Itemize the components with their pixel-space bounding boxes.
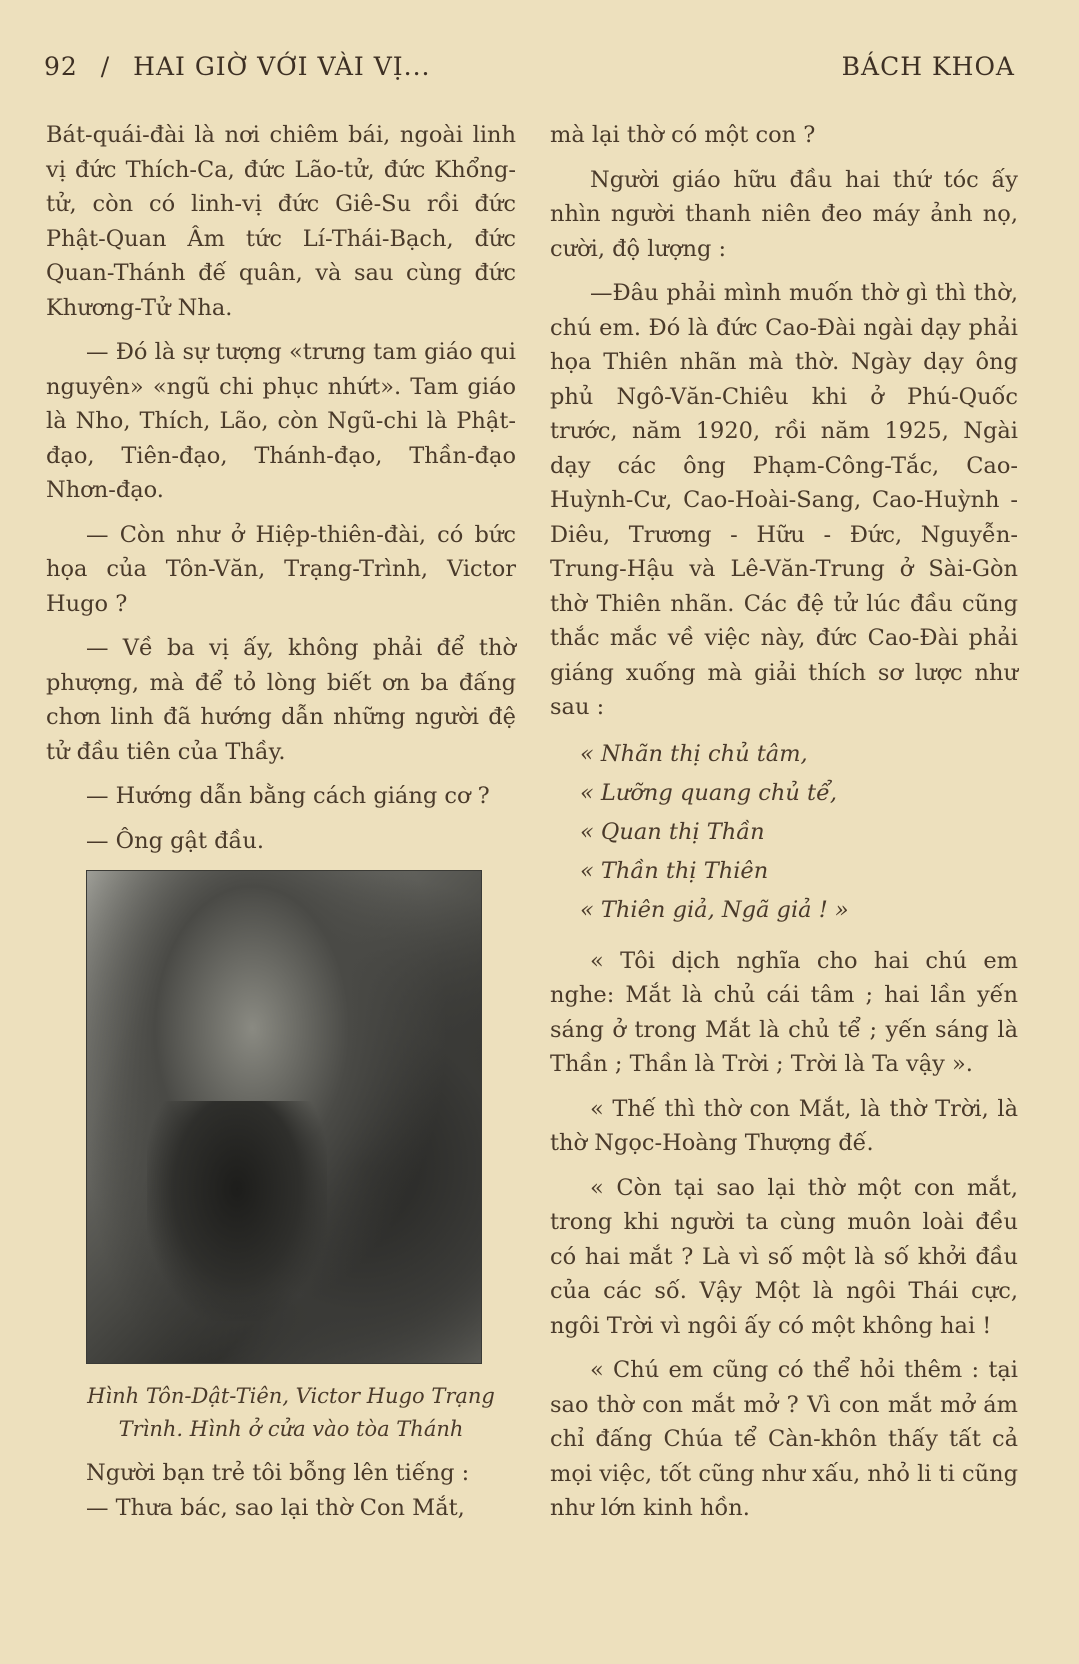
paragraph: « Tôi dịch nghĩa cho hai chú em nghe: Mắt là chủ cái tâm ; hai lần yến sáng ở trong Mắt là chủ tể ; yến sáng là Thần ; Thần là Trời ; Trời là Ta vậy ». [550,947,1018,1077]
photo-portraits [86,870,482,1364]
paragraph: — Còn như ở Hiệp-thiên-đài, có bức họa của Tôn-Văn, Trạng-Trình, Victor Hugo ? [46,521,516,617]
poem-line: « Thần thị Thiên [580,857,769,884]
paragraph: Người bạn trẻ tôi bỗng lên tiếng : [86,1460,470,1486]
paragraph: Người giáo hữu đầu hai thứ tóc ấy nhìn người thanh niên đeo máy ảnh nọ, cười, độ lượng : [550,166,1018,262]
paragraph: « Còn tại sao lại thờ một con mắt, trong khi người ta cùng muôn loài đều có hai mắt ? Là vì số một là số khởi đầu của các số. Vậy Một là ngôi Thái cực, ngôi Trời vì ngôi ấy có một không hai ! [550,1174,1018,1339]
running-title: HAI GIỜ VỚI VÀI VỊ... [133,52,431,81]
header-left [44,52,445,81]
poem-line: « Quan thị Thần [580,818,765,845]
paragraph: mà lại thờ có một con ? [550,122,816,148]
paragraph: — Về ba vị ấy, không phải để thờ phượng, mà để tỏ lòng biết ơn ba đấng chơn linh đã hướng dẫn những người đệ tử đầu tiên của Thầy. [46,635,516,765]
poem-line: « Lưỡng quang chủ tể, [580,779,838,806]
poem-line: « Nhãn thị chủ tâm, [580,740,808,767]
photo-caption: Hình Tôn-Dật-Tiên, Victor Hugo Trạng Trình. Hình ở cửa vào tòa Thánh [87,1384,495,1441]
poem-line: « Thiên giả, Ngã giả ! » [580,896,849,923]
journal-name: BÁCH KHOA [841,52,1015,81]
right-column [550,118,1018,1536]
page-header [44,52,1015,96]
paragraph: — Đó là sự tượng «trưng tam giáo qui nguyên» «ngũ chi phục nhứt». Tam giáo là Nho, Thích, Lão, còn Ngũ-chi là Phật-đạo, Tiên-đạo, Thánh-đạo, Thần-đạo Nhơn-đạo. [46,339,516,503]
paragraph: — Thưa bác, sao lại thờ Con Mắt, [86,1494,465,1521]
paragraph: « Thế thì thờ con Mắt, là thờ Trời, là thờ Ngọc-Hoàng Thượng đế. [550,1095,1018,1156]
paragraph: « Chú em cũng có thể hỏi thêm : tại sao thờ con mắt mở ? Vì con mắt mở ám chỉ đấng Chúa tể Càn-khôn thấy tất cả mọi việc, tốt cũng như xấu, nhỏ li ti cũng như lớn kinh hồn. [550,1357,1018,1521]
left-column [46,118,516,1535]
paragraph: — Ông gật đầu. [86,827,264,854]
paragraph: —Đâu phải mình muốn thờ gì thì thờ, chú em. Đó là đức Cao-Đài ngài dạy phải họa Thiên nhãn mà thờ. Ngày dạy ông phủ Ngô-Văn-Chiêu khi ở Phú-Quốc trước, năm 1920, rồi năm 1925, Ngài dạy các ông Phạm-Công-Tắc, Cao-Huỳnh-Cư, Cao-Hoài-Sang, Cao-Huỳnh - Diêu, Trương - Hữu - Đức, Nguyễn-Trung-Hậu và Lê-Văn-Trung ở Sài-Gòn thờ Thiên nhãn. Các đệ tử lúc đầu cũng thắc mắc về việc này, đức Cao-Đài phải giáng xuống mà giải thích sơ lược như sau : [550,280,1018,720]
paragraph: — Hướng dẫn bằng cách giáng cơ ? [86,783,490,809]
page-number: 92 [44,52,78,81]
paragraph: Bát-quái-đài là nơi chiêm bái, ngoài linh vị đức Thích-Ca, đức Lão-tử, đức Khổng-tử, còn có linh-vị đức Giê-Su rồi đức Phật-Quan Âm tức Lí-Thái-Bạch, đức Quan-Thánh đế quân, và sau cùng đức Khương-Tử Nha. [46,122,516,321]
header-separator: / [100,52,111,81]
poem [580,735,1018,930]
